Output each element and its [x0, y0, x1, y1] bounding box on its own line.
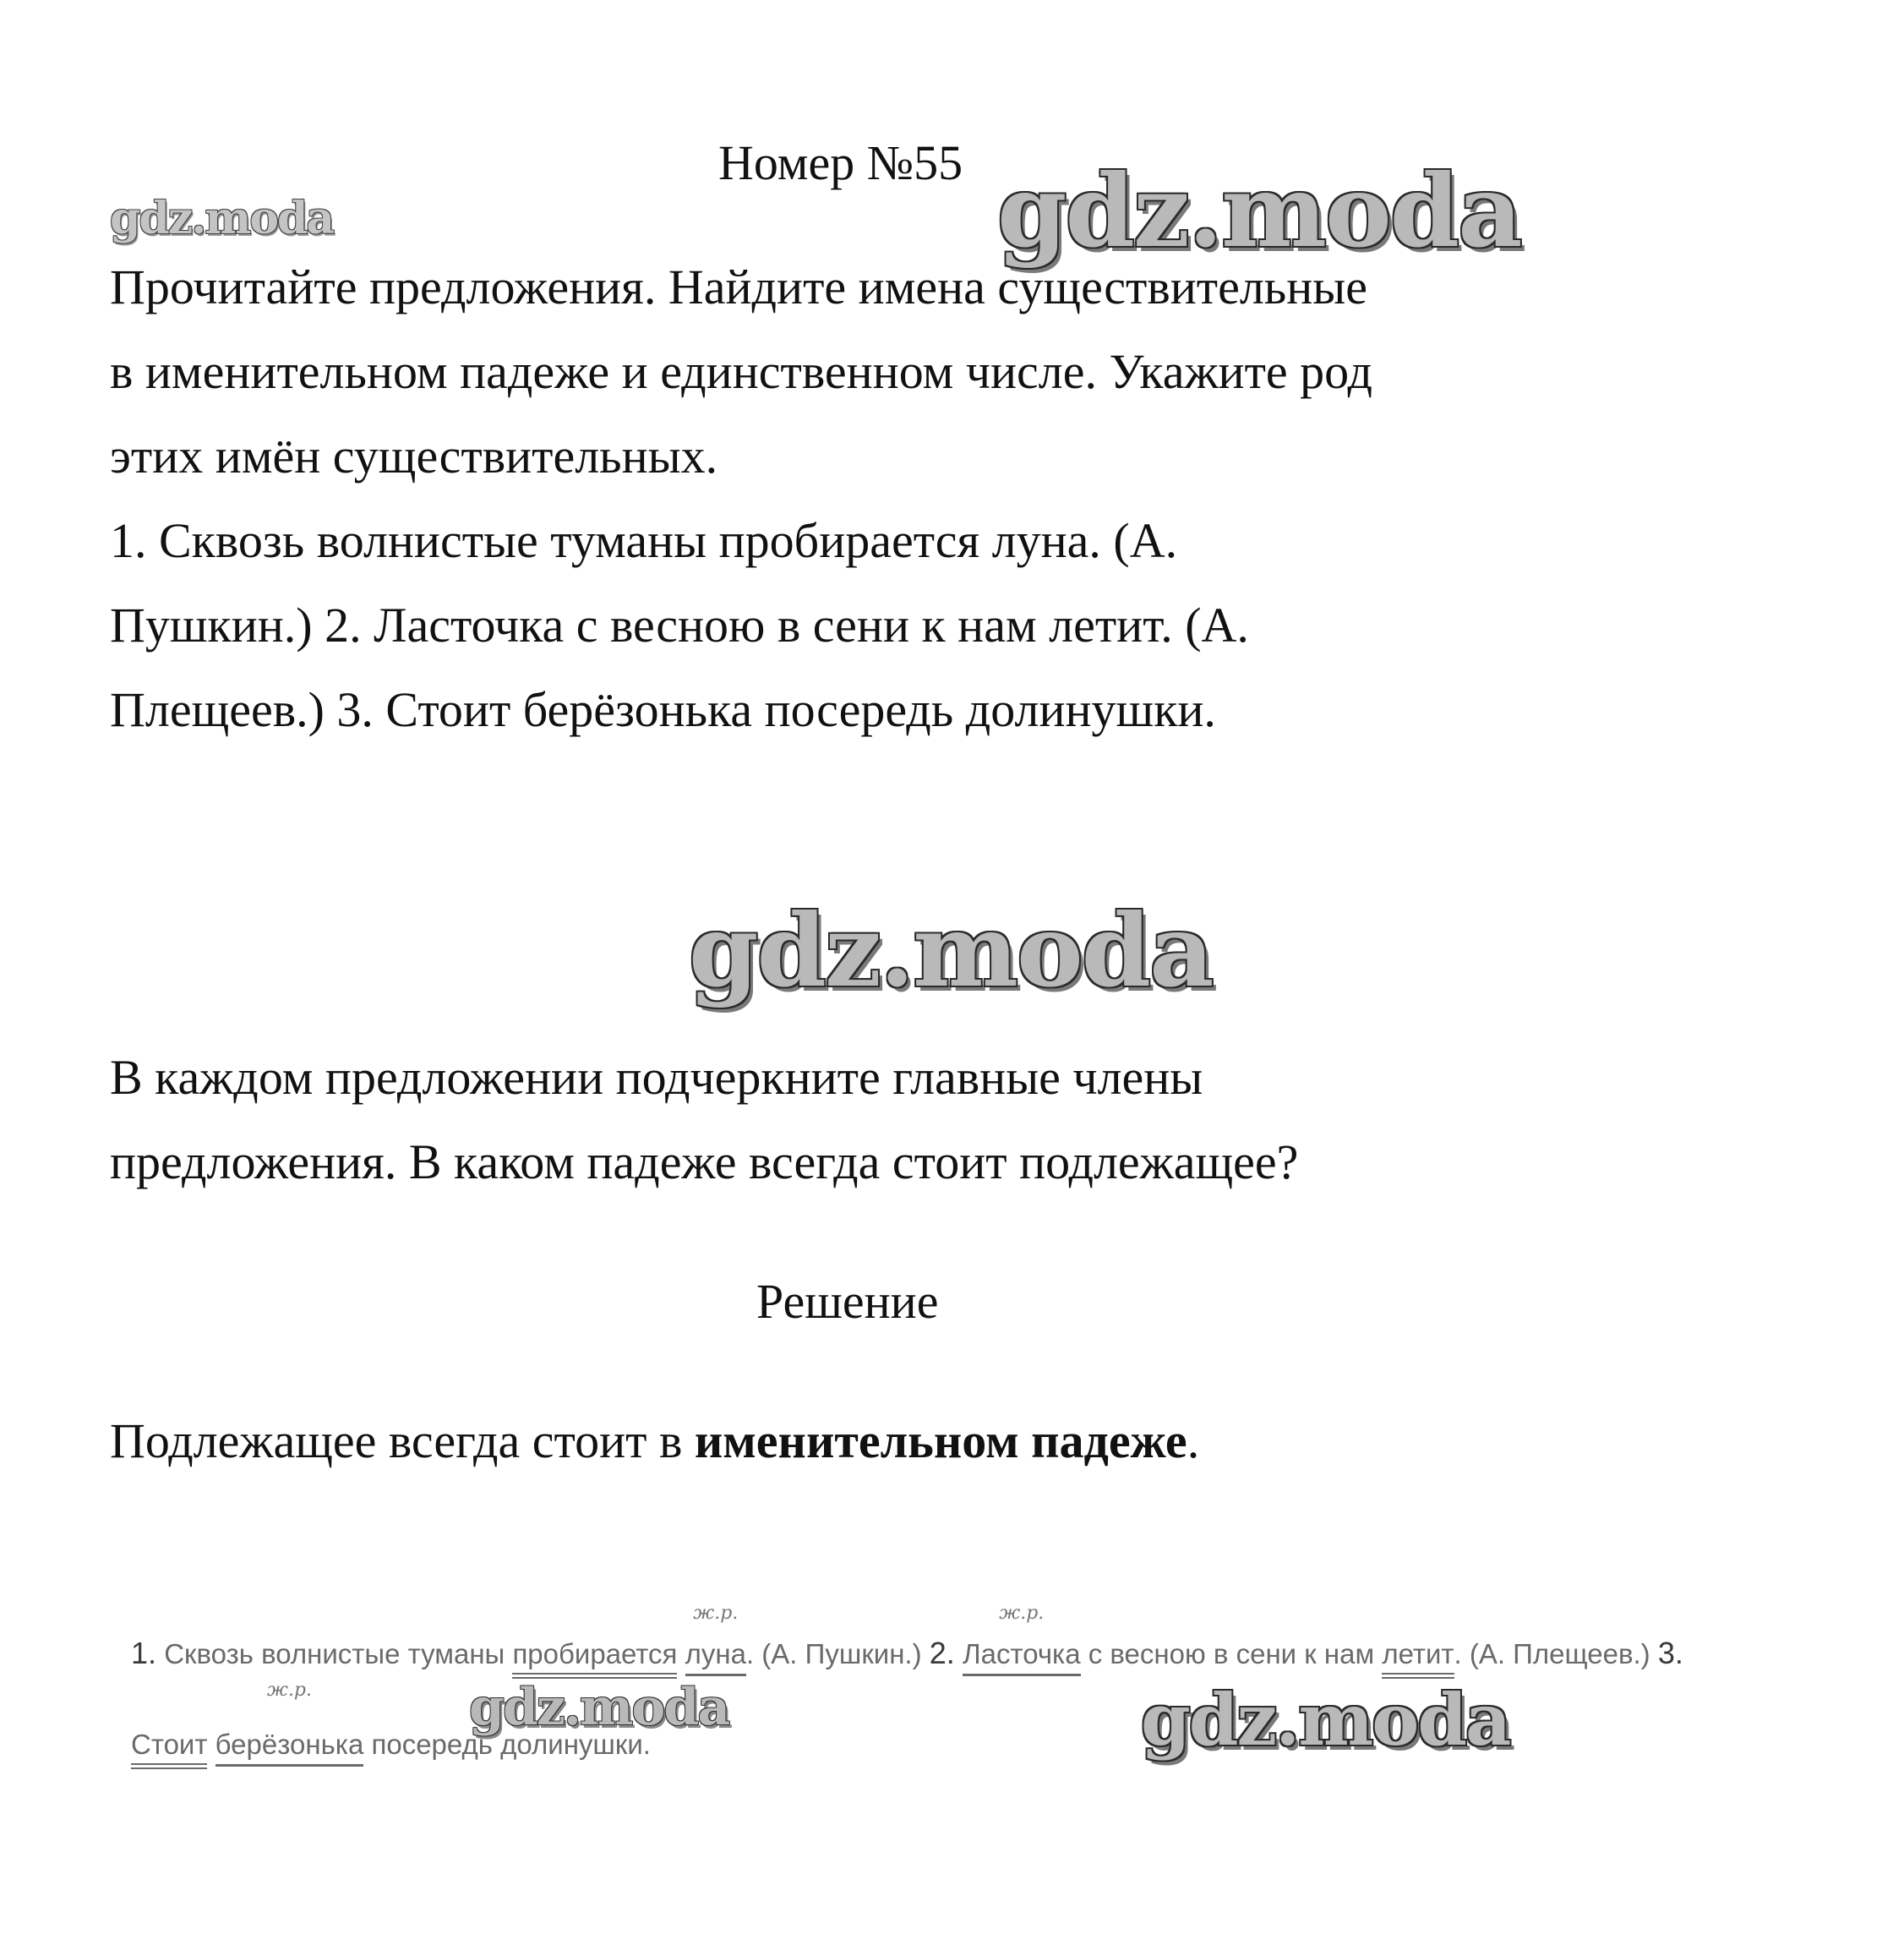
plain-text: . (А. Пушкин.)	[745, 1638, 930, 1669]
predicate-underlined: летит	[1382, 1638, 1454, 1679]
handwritten-answer-line	[131, 1603, 1683, 1679]
gender-note: ж.р.	[266, 1680, 313, 1701]
solution-title: Решение	[756, 1274, 939, 1329]
answer-end: .	[1187, 1413, 1200, 1468]
task-line: 1. Сквозь волнистые туманы пробирается луна. (А.	[110, 513, 1178, 568]
watermark-logo-small: gdz.moda	[110, 193, 334, 244]
task-line: этих имён существительных.	[110, 429, 718, 484]
task-statement	[110, 245, 1682, 752]
plain-text: с весною в сени к нам	[1080, 1638, 1383, 1669]
task-line: Пушкин.) 2. Ласточка с весною в сени к нам летит. (А.	[110, 598, 1249, 653]
gender-note: ж.р.	[693, 1603, 739, 1624]
watermark-logo-bottom-right: gdz.moda	[1141, 1678, 1510, 1762]
gender-note: ж.р.	[999, 1603, 1045, 1624]
subject-word: луна	[685, 1638, 746, 1669]
answer-bold: именительном падеже	[694, 1413, 1187, 1468]
question-line: В каждом предложении подчеркните главные члены	[110, 1050, 1203, 1105]
answer-text: Подлежащее всегда стоит в	[110, 1413, 695, 1468]
task-line: Плещеев.) 3. Стоит берёзонька посередь долинушки.	[110, 682, 1216, 737]
subject-underlined	[685, 1603, 746, 1676]
subject-word: Ласточка	[962, 1638, 1081, 1669]
task-line: в именительном падеже и единственном числе. Укажите род	[110, 344, 1373, 399]
predicate-underlined: пробирается	[512, 1638, 677, 1679]
page-title: Номер №55	[718, 135, 963, 190]
subject-underlined	[962, 1603, 1081, 1676]
watermark-logo-top: gdz.moda	[997, 152, 1521, 270]
task-question	[110, 1035, 1682, 1205]
sentence-number: 1.	[131, 1636, 157, 1670]
watermark-logo-bottom-left: gdz.moda	[469, 1678, 729, 1737]
plain-text: . (А. Плещеев.)	[1454, 1638, 1658, 1669]
sentence-number: 3.	[1657, 1636, 1683, 1670]
plain-text: посередь долинушки.	[363, 1729, 651, 1760]
question-line: предложения. В каком падеже всегда стоит подлежащее?	[110, 1134, 1299, 1189]
plain-text: Сквозь волнистые туманы	[164, 1638, 513, 1669]
sentence-number: 2.	[929, 1636, 955, 1670]
solution-answer	[110, 1412, 1199, 1471]
subject-word: берёзонька	[215, 1729, 364, 1760]
subject-underlined	[215, 1680, 364, 1767]
task-line: Прочитайте предложения. Найдите имена существительные	[110, 260, 1368, 314]
watermark-logo-middle: gdz.moda	[689, 892, 1213, 1009]
predicate-underlined: Стоит	[131, 1729, 207, 1769]
